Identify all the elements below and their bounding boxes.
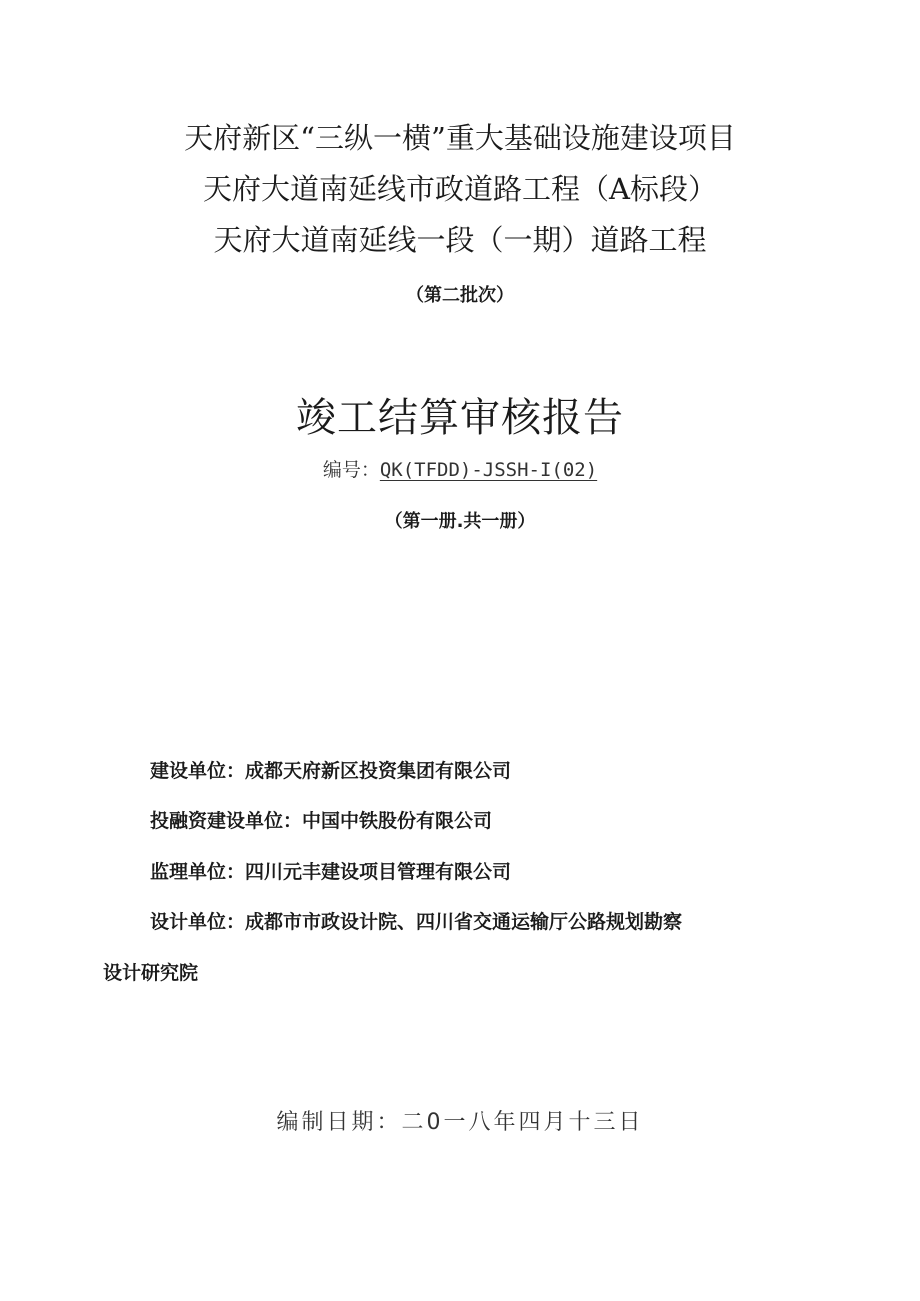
design-unit: 设计单位：成都市市政设计院、四川省交通运输厅公路规划勘察 [150,911,683,933]
volume-label: （第一册.共一册） [384,511,536,532]
report-code-label: 编号： [322,459,380,481]
report-code [0,455,920,482]
design-unit-continuation: 设计研究院 [103,962,199,984]
batch-label: （第二批次） [406,285,514,306]
report-code-value: QK(TFDD)-JSSH-I(02) [379,459,598,481]
investment-unit: 投融资建设单位：中国中铁股份有限公司 [150,810,493,832]
compile-date: 编制日期：二0一八年四月十三日 [276,1110,644,1135]
project-title-line-2: 天府大道南延线市政道路工程（A标段） [203,172,717,206]
project-title-line-3: 天府大道南延线一段（一期）道路工程 [213,223,707,257]
report-title: 竣工结算审核报告 [296,395,624,441]
supervision-unit: 监理单位：四川元丰建设项目管理有限公司 [150,861,512,883]
construction-unit: 建设单位：成都天府新区投资集团有限公司 [150,760,512,782]
project-title-line-1: 天府新区“三纵一横”重大基础设施建设项目 [184,121,736,155]
